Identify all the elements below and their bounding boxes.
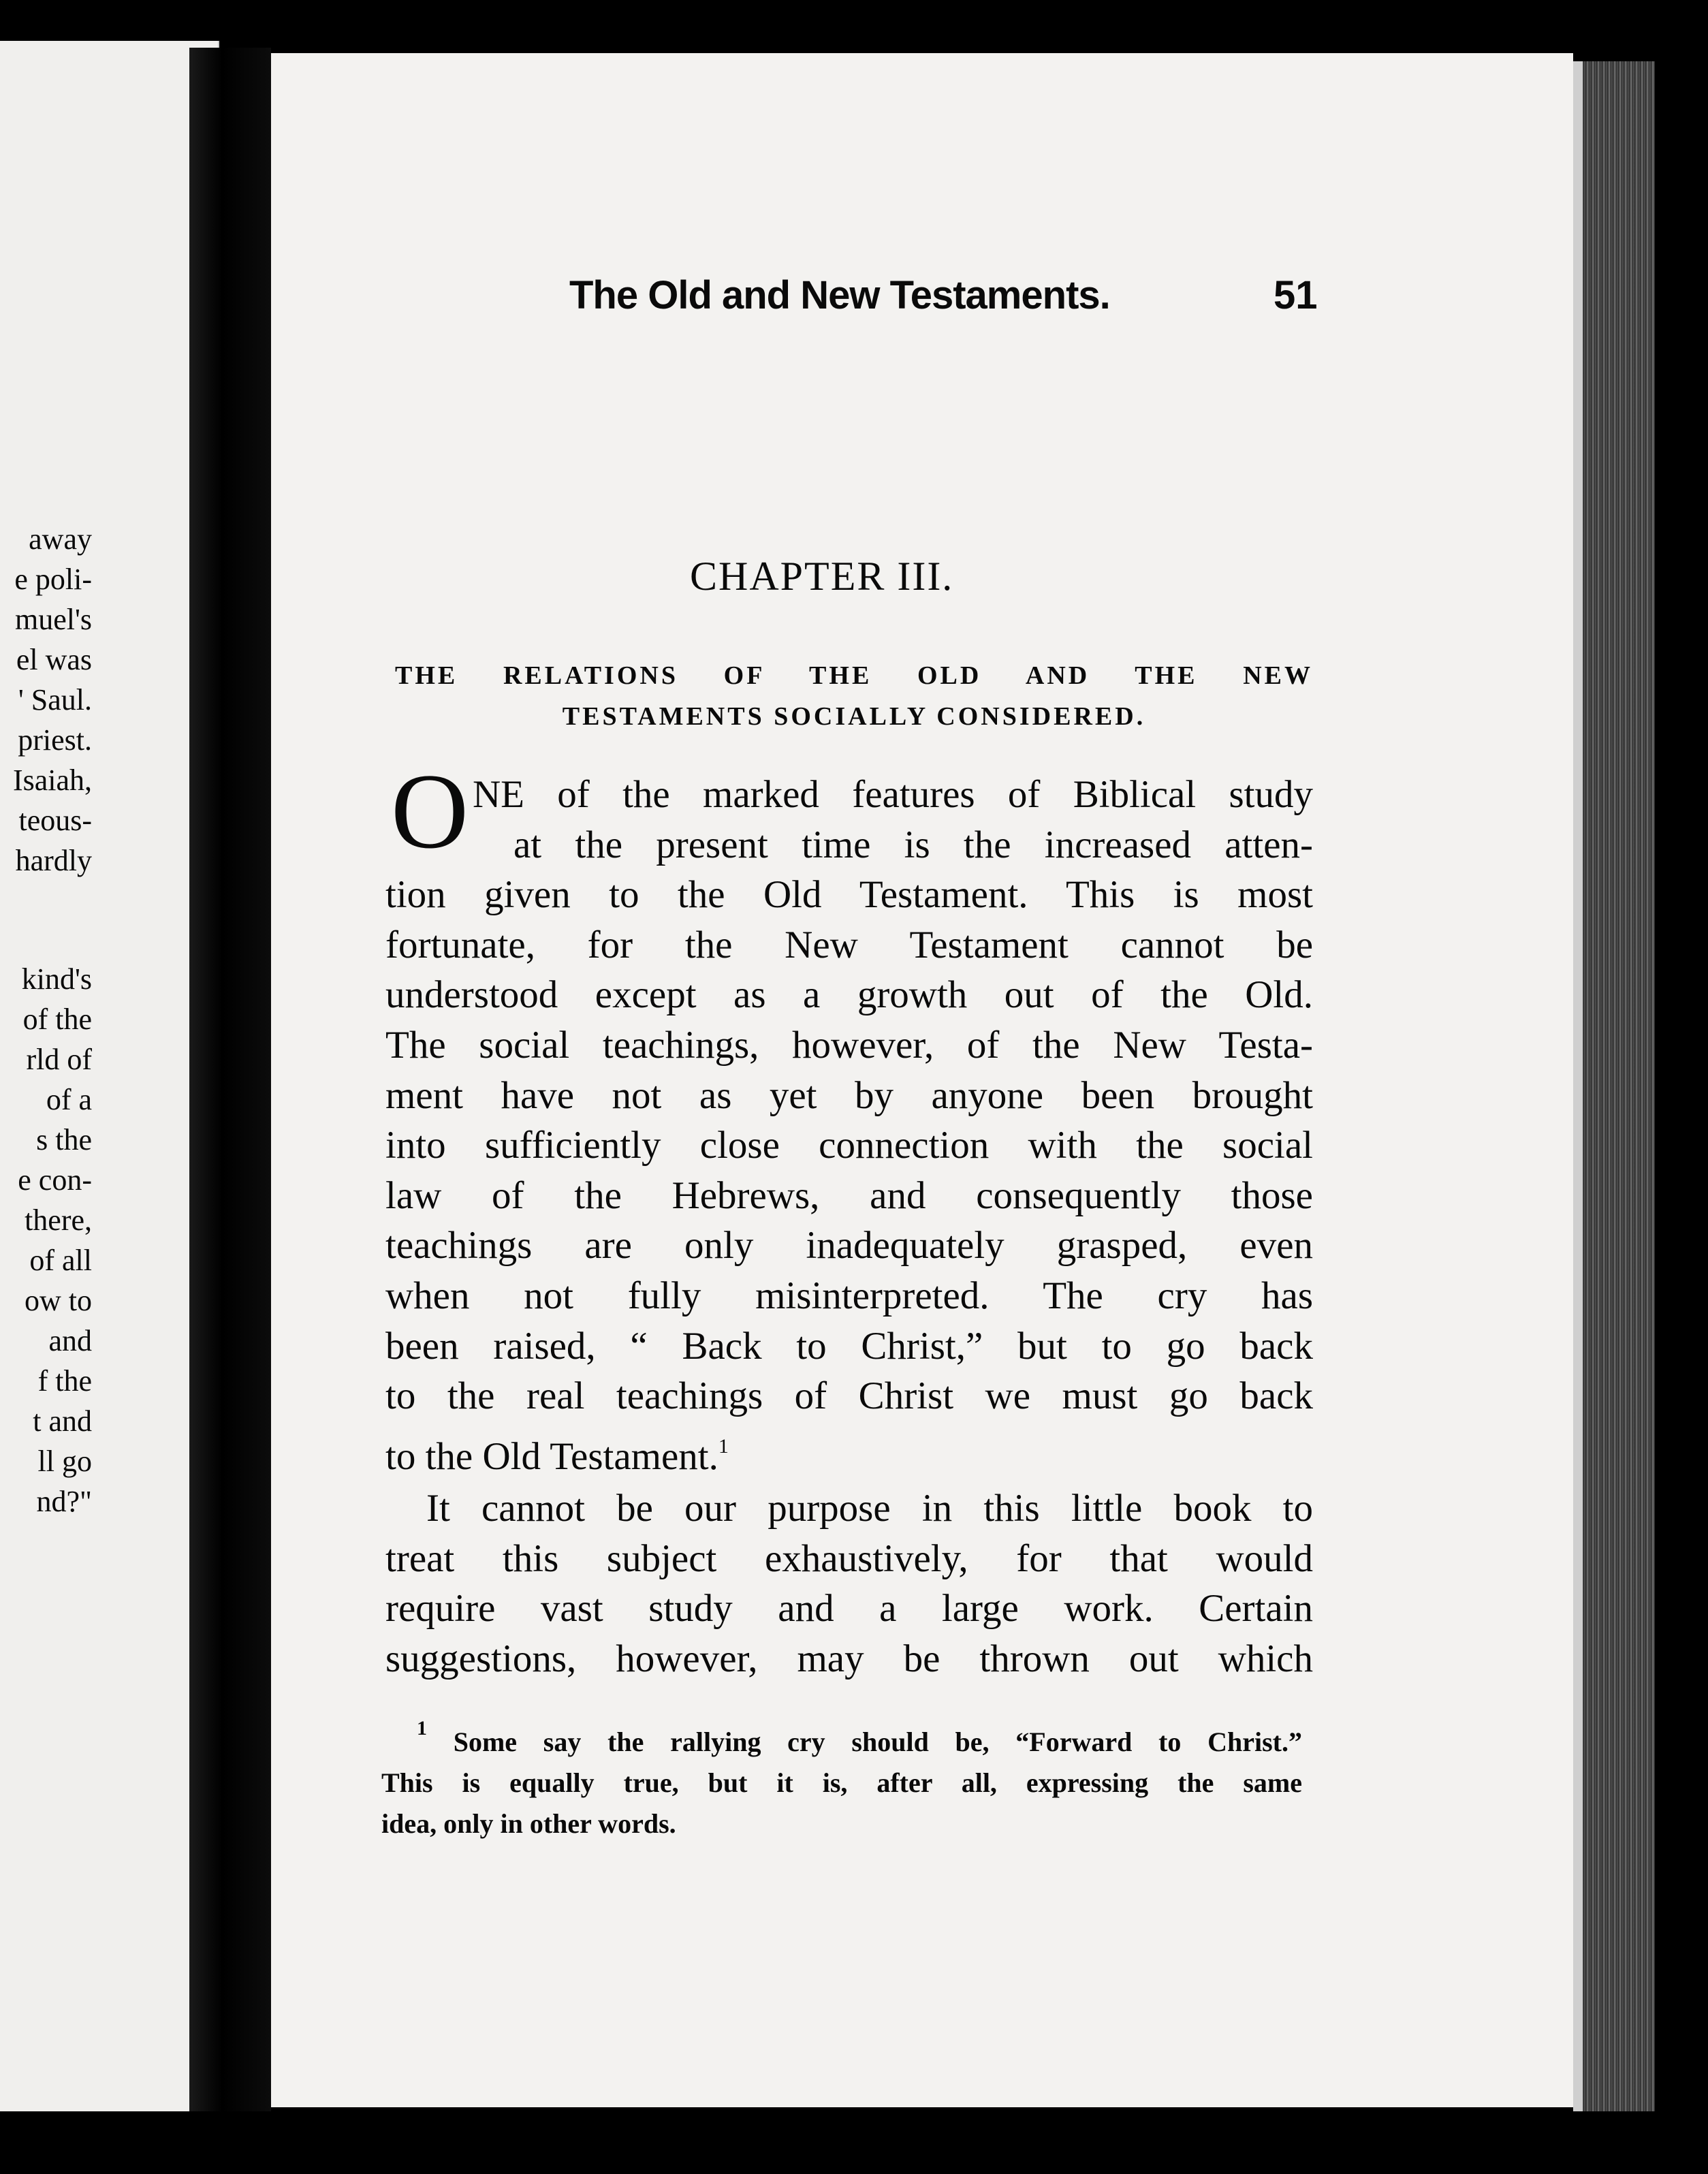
page-number: 51 — [1274, 273, 1318, 317]
left-line: of the — [22, 1003, 92, 1036]
left-line: hardly — [15, 844, 92, 877]
footnote-line-content: Some say the rallying cry should be, “Forward to Christ.” — [453, 1727, 1302, 1757]
footnote-line: This is equally true, but it is, after all, expressing the same — [381, 1767, 1302, 1798]
left-line: of a — [46, 1083, 92, 1116]
left-line: el was — [16, 643, 92, 676]
paragraph — [385, 770, 1313, 1481]
left-line: and — [48, 1324, 92, 1357]
text-line: at the present time is the increased atten- — [513, 823, 1313, 866]
left-line: rld of — [26, 1043, 92, 1076]
left-line: s the — [36, 1123, 92, 1156]
text-line: law of the Hebrews, and consequently those — [385, 1173, 1313, 1217]
text-line: understood except as a growth out of the Old. — [385, 973, 1313, 1017]
left-line: priest. — [18, 723, 92, 757]
drop-cap: O — [391, 752, 469, 871]
text-line: suggestions, however, may be thrown out which — [385, 1637, 1313, 1680]
left-line: ll go — [37, 1445, 92, 1478]
left-line: kind's — [21, 962, 92, 996]
text-line: teachings are only inadequately grasped, even — [385, 1224, 1313, 1267]
text-line-content: to the Old Testament. — [385, 1434, 718, 1478]
text-line: been raised, “ Back to Christ,” but to go back — [385, 1324, 1313, 1368]
text-line: The social teachings, however, of the New Testa- — [385, 1023, 1313, 1067]
text-line: into sufficiently close connection with the social — [385, 1124, 1313, 1167]
chapter-subtitle-line: THE RELATIONS OF THE OLD AND THE NEW — [395, 661, 1313, 690]
chapter-subtitle — [395, 655, 1313, 737]
left-line: f the — [37, 1364, 92, 1398]
left-line: there, — [25, 1203, 92, 1237]
text-line: when not fully misinterpreted. The cry has — [385, 1274, 1313, 1317]
left-line: e con- — [18, 1163, 92, 1197]
text-line: fortunate, for the New Testament cannot be — [385, 923, 1313, 966]
left-line: teous- — [18, 804, 92, 837]
left-line: t and — [33, 1404, 92, 1438]
footnote-reference: 1 — [718, 1434, 729, 1458]
left-facing-page — [0, 41, 219, 2111]
text-line: NE of the marked features of Biblical study — [473, 773, 1313, 816]
book-spine-gutter — [189, 48, 271, 2111]
left-line: ' Saul. — [18, 683, 92, 716]
page-edges — [1573, 61, 1655, 2111]
footnote-marker: 1 — [417, 1717, 427, 1739]
chapter-heading: CHAPTER III. — [690, 554, 954, 599]
left-line: muel's — [14, 603, 92, 636]
running-title: The Old and New Testaments. — [569, 273, 1110, 317]
chapter-subtitle-line: TESTAMENTS SOCIALLY CONSIDERED. — [562, 702, 1146, 731]
left-line: e poli- — [14, 563, 92, 596]
left-line: nd?" — [36, 1485, 92, 1518]
paragraph — [385, 1483, 1313, 1684]
footnote-line: idea, only in other words. — [381, 1808, 676, 1839]
page-edge-highlight — [1573, 61, 1583, 2111]
text-line: It cannot be our purpose in this little book to — [426, 1487, 1313, 1530]
left-line: ow to — [25, 1284, 92, 1317]
text-line: treat this subject exhaustively, for that would — [385, 1537, 1313, 1580]
text-line: tion given to the Old Testament. This is most — [385, 873, 1313, 917]
text-line: to the real teachings of Christ we must go back — [385, 1374, 1313, 1418]
footnote — [381, 1708, 1302, 1844]
left-line: Isaiah, — [12, 763, 92, 797]
left-line: of all — [29, 1244, 92, 1277]
text-line: ment have not as yet by anyone been brought — [385, 1073, 1313, 1117]
text-line — [385, 1421, 1313, 1482]
footnote-line — [417, 1708, 1302, 1763]
text-line: require vast study and a large work. Certain — [385, 1587, 1313, 1630]
left-line: away — [29, 522, 92, 556]
